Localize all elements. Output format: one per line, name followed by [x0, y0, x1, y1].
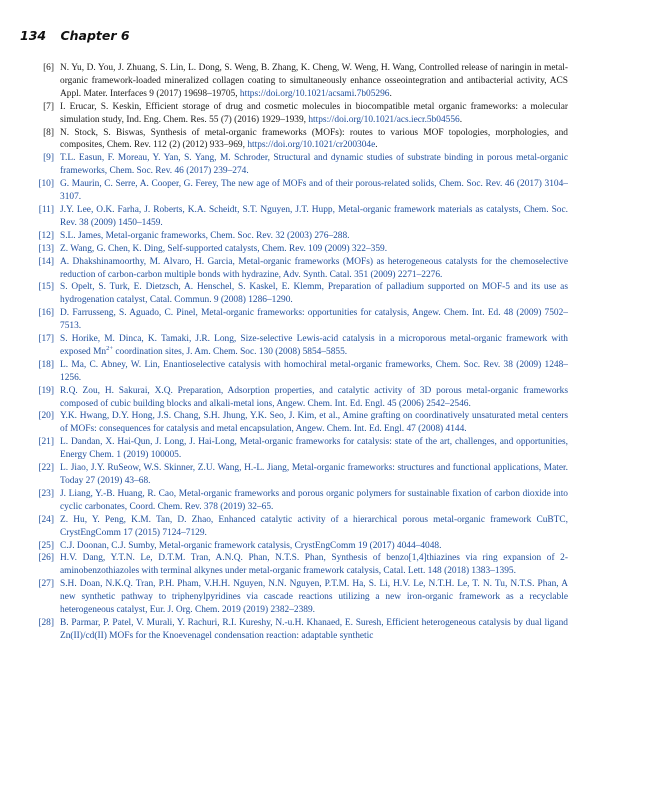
reference-number: [22]: [38, 463, 54, 474]
reference-number: [19]: [38, 385, 54, 396]
reference-text[interactable]: S.H. Doan, N.K.Q. Tran, P.H. Pham, V.H.H. Nguyen, N.N. Nguyen, P.T.M. Ha, S. Li, H.V. Le, N.T.H. Le, T. N. Tu, N.T.S. Phan, A new synthetic pathway to triphenylpyridines via cascade reactions utilizing a new iron-organic framework as a recyclable heterogeneous catalyst, Eur. J. Org. Chem. 2019 (2019) 2382–2389.: [60, 579, 568, 616]
doi-link[interactable]: https://doi.org/10.1021/cr200304e: [247, 140, 376, 151]
reference-number: [23]: [38, 488, 54, 499]
chapter-title: Chapter 6: [60, 28, 130, 43]
reference-number: [16]: [38, 308, 54, 319]
reference-item[interactable]: [38, 281, 568, 307]
reference-item[interactable]: [38, 385, 568, 411]
reference-number: [26]: [38, 553, 54, 564]
reference-item[interactable]: [38, 617, 568, 643]
reference-item[interactable]: [43, 152, 568, 178]
reference-number: [27]: [38, 579, 54, 590]
reference-item[interactable]: [38, 307, 568, 333]
reference-number: [13]: [38, 243, 54, 254]
reference-number: [6]: [43, 63, 54, 73]
reference-text[interactable]: G. Maurin, C. Serre, A. Cooper, G. Ferey, The new age of MOFs and of their porous-related solids, Chem. Soc. Rev. 46 (2017) 3104–3107.: [60, 179, 568, 203]
reference-item[interactable]: [38, 578, 568, 617]
reference-number: [21]: [38, 437, 54, 448]
reference-text[interactable]: Z. Wang, G. Chen, K. Ding, Self-supported catalysts, Chem. Rev. 109 (2009) 322–359.: [60, 243, 388, 254]
reference-item[interactable]: [38, 243, 568, 256]
superscript: 2+: [106, 344, 114, 352]
reference-text: I. Erucar, S. Keskin, Efficient storage of drug and cosmetic molecules in biocompatible metal organic frameworks: a molecular simulation study, Ind. Eng. Chem. Res. 55 (7) (2016) 1929–1939, https://doi.org/10.1021/acs.iecr.5b04556.: [60, 101, 568, 125]
reference-item[interactable]: [38, 540, 568, 553]
reference-item[interactable]: [38, 488, 568, 514]
reference-number: [8]: [43, 127, 54, 138]
reference-number: [28]: [38, 617, 54, 628]
reference-item: [43, 101, 568, 127]
reference-text[interactable]: R.Q. Zou, H. Sakurai, X.Q. Preparation, Adsorption properties, and catalytic activity of 3D porous metal-organic frameworks composed of cubic building blocks and alkali-metal ions, Angew. Chem. Int. Ed. Engl. 45 (2006) 2542–2546.: [60, 385, 568, 409]
reference-item[interactable]: [38, 333, 568, 359]
reference-item[interactable]: [38, 436, 568, 462]
reference-text[interactable]: L. Dandan, X. Hai-Qun, J. Long, J. Hai-Long, Metal-organic frameworks for catalysis: state of the art, challenges, and opportunities, Energy Chem. 1 (2019) 100005.: [60, 437, 568, 461]
reference-text[interactable]: J.Y. Lee, O.K. Farha, J. Roberts, K.A. Scheidt, S.T. Nguyen, J.T. Hupp, Metal-organic framework materials as catalysts, Chem. Soc. Rev. 38 (2009) 1450–1459.: [60, 204, 568, 228]
reference-text[interactable]: Z. Hu, Y. Peng, K.M. Tan, D. Zhao, Enhanced catalytic activity of a hierarchical porous metal-organic framework CuBTC, CrystEngComm 17 (2015) 7124–7129.: [60, 514, 568, 538]
reference-number: [10]: [38, 179, 54, 190]
reference-text[interactable]: D. Farrusseng, S. Aguado, C. Pinel, Metal-organic frameworks: opportunities for catalysis, Angew. Chem. Int. Ed. 48 (2009) 7502–7513.: [60, 308, 568, 332]
reference-item[interactable]: [38, 230, 568, 243]
reference-text[interactable]: C.J. Doonan, C.J. Sumby, Metal-organic framework catalysis, CrystEngComm 19 (2017) 4044–4048.: [60, 540, 442, 551]
reference-number: [15]: [38, 282, 54, 293]
reference-text: N. Stock, S. Biswas, Synthesis of metal-organic frameworks (MOFs): routes to various MOF topologies, morphologies, and composites, Chem. Rev. 112 (2) (2012) 933–969, https://doi.org/10.1021/cr200304e.: [60, 127, 568, 151]
reference-text[interactable]: S.L. James, Metal-organic frameworks, Chem. Soc. Rev. 32 (2003) 276–288.: [60, 230, 350, 241]
reference-text[interactable]: J. Liang, Y.-B. Huang, R. Cao, Metal-organic frameworks and porous organic polymers for sustainable fixation of carbon dioxide into cyclic carbonates, Coord. Chem. Rev. 378 (2019) 32–65.: [60, 488, 568, 512]
reference-text[interactable]: L. Ma, C. Abney, W. Lin, Enantioselective catalysis with homochiral metal-organic frameworks, Chem. Soc. Rev. 38 (2009) 1248–1256.: [60, 359, 568, 383]
reference-list: [38, 62, 568, 643]
reference-number: [24]: [38, 514, 54, 525]
reference-number: [9]: [43, 153, 54, 164]
reference-item: [43, 127, 568, 153]
reference-item[interactable]: [38, 410, 568, 436]
reference-number: [25]: [38, 540, 54, 551]
reference-text[interactable]: S. Horike, M. Dinca, K. Tamaki, J.R. Long, Size-selective Lewis-acid catalysis in a microporous metal-organic framework with exposed $Mn^{2+}$ coordination sites, J. Am. Chem. Soc. 130 (2008) 5854–5855.: [60, 334, 568, 357]
reference-text[interactable]: L. Jiao, J.Y. RuSeow, W.S. Skinner, Z.U. Wang, H.-L. Jiang, Metal-organic frameworks: structures and functional applications, Mater. Today 27 (2019) 43–68.: [60, 463, 568, 486]
running-header: [20, 28, 130, 43]
page-number: 134: [20, 28, 47, 43]
reference-number: [12]: [38, 230, 54, 241]
doi-link[interactable]: https://doi.org/10.1021/acs.iecr.5b04556: [308, 114, 460, 125]
reference-item[interactable]: [38, 178, 568, 204]
reference-text[interactable]: S. Opelt, S. Turk, E. Dietzsch, A. Henschel, S. Kaskel, E. Klemm, Preparation of palladium supported on MOF-5 and its use as hydrogenation catalyst, Catal. Commun. 9 (2008) 1286–1290.: [60, 282, 568, 306]
reference-number: [11]: [38, 204, 54, 215]
reference-text: N. Yu, D. You, J. Zhuang, S. Lin, L. Dong, S. Weng, B. Zhang, K. Cheng, W. Weng, H. Wang, Controlled release of naringin in metal-organic framework-loaded mineralized collagen coating to simultaneously enhance osseointegration and antibacterial activity, ACS Appl. Mater. Interfaces 9 (2017) 19698–19705, https://doi.org/10.1021/acsami.7b05296.: [60, 63, 568, 99]
reference-text[interactable]: H.V. Dang, Y.T.N. Le, D.T.M. Tran, A.N.Q. Phan, N.T.S. Phan, Synthesis of benzo[1,4]thiazines via ring expansion of 2-aminobenzothiazoles with terminal alkynes under metal-organic framework catalysis, Catal. Lett. 148 (2018) 1383–1395.: [60, 553, 568, 577]
reference-text[interactable]: B. Parmar, P. Patel, V. Murali, Y. Rachuri, R.I. Kureshy, N.-u.H. Khanaed, E. Suresh, Efficient heterogeneous catalysis by dual ligand Zn(II)/cd(II) MOFs for the Knoevenagel condensation reaction: adaptable synthetic: [60, 617, 568, 641]
reference-item[interactable]: [38, 462, 568, 488]
reference-item[interactable]: [38, 256, 568, 282]
reference-text[interactable]: Y.K. Hwang, D.Y. Hong, J.S. Chang, S.H. Jhung, Y.K. Seo, J. Kim, et al., Amine grafting on coordinatively unsaturated metal centers of MOFs: consequences for catalysis and metal encapsulation, Angew. Chem. Int. Ed. Engl. 47 (2008) 4144.: [60, 411, 568, 435]
reference-item[interactable]: [38, 552, 568, 578]
reference-number: [18]: [38, 359, 54, 370]
reference-text[interactable]: A. Dhakshinamoorthy, M. Alvaro, H. Garcia, Metal-organic frameworks (MOFs) as heterogeneous catalysts for the chemoselective reduction of carbon-carbon multiple bonds with hydrazine, Adv. Synth. Catal. 351 (2009) 2271–2276.: [60, 256, 568, 280]
reference-text[interactable]: T.L. Easun, F. Moreau, Y. Yan, S. Yang, M. Schroder, Structural and dynamic studies of substrate binding in porous metal-organic frameworks, Chem. Soc. Rev. 46 (2017) 239–274.: [60, 153, 568, 177]
reference-number: [20]: [38, 411, 54, 422]
reference-number: [14]: [38, 256, 54, 267]
reference-item[interactable]: [38, 359, 568, 385]
doi-link[interactable]: https://doi.org/10.1021/acsami.7b05296: [239, 88, 390, 99]
reference-item[interactable]: [38, 514, 568, 540]
reference-number: [7]: [43, 101, 54, 112]
reference-number: [17]: [38, 334, 54, 345]
reference-item[interactable]: [38, 204, 568, 230]
reference-item: [43, 62, 568, 101]
